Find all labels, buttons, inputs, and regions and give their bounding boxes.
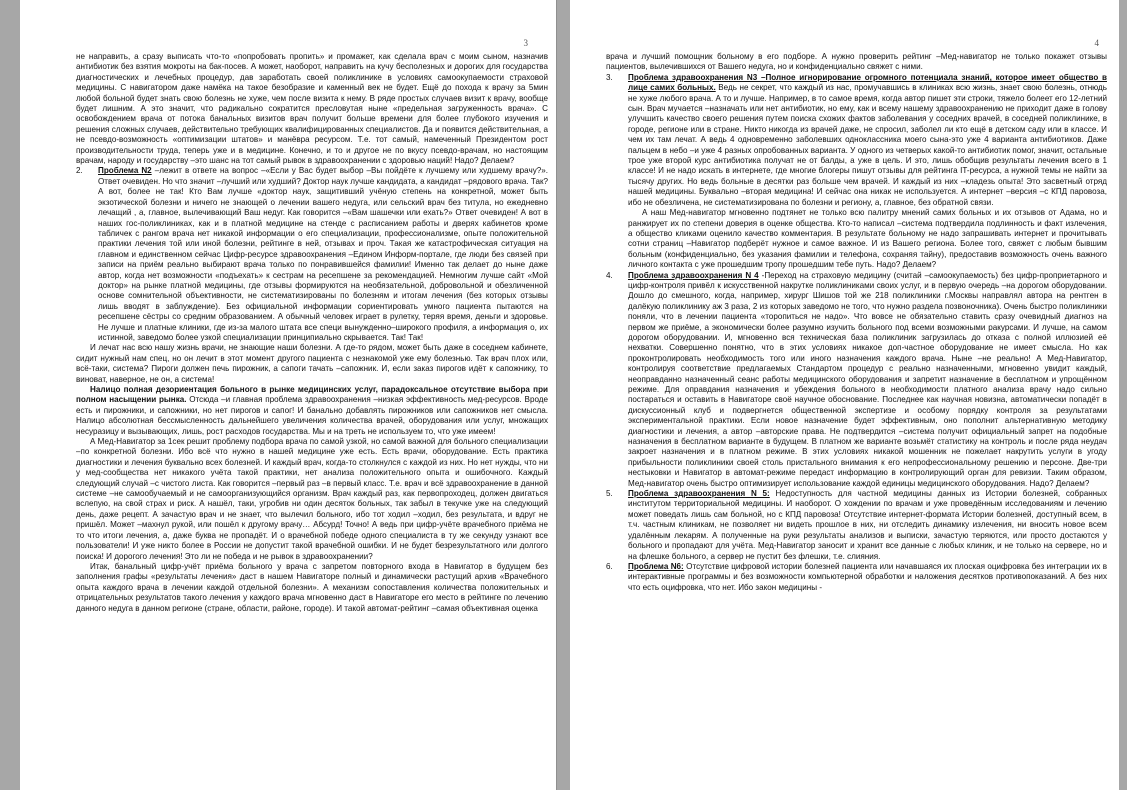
page-body [606,52,1107,593]
bold-lead: Налицо полная дезориентация больного в рынке медицинских услуг, парадоксальное отсутствие выбора при полном насыщении рынка. [76,385,548,405]
paragraph-text: Отсюда –и главная проблема здравоохранения –низкая эффективность мед-ресурсов. Вроде есть и пирожники, и сапожники, но нет пирогов и сапог! И банально добавлять пирожников или сапожников нет смысла. Налицо абсолютная бессмысленность дальнейшего увеличения количества врачей, оборудования или услуг, множащих несуразицу и вызывающих, лишь, рост расходов государства. Мы и на треть не используем то, что уже имеем! [76,395,548,436]
paragraph: А Мед-Навигатор за 1сек решит проблему подбора врача по самой узкой, но самой важной для больного специализации –по конкретной болезни. Ибо всё что нужно в нашей медицине уже есть. Есть врачи, оборудование. Есть практика диагностики и лечения буквально всех болезней. И каждый врач, когда-то столкнулся с каждой из них. Но нет нужды, что ни у мед-сообщества нет никакого учёта такой практики, нет анализа положительного опыта и ошибочного. Каждый следующий случай –с чистого листа. Как говорится –первый раз –в первый класс. Т.е. врач и всё здравоохранение в данной системе –не самообучаемый и не самоорганизующийся организм. Врач каждый раз, как первопроходец, должен двигаться вслепую, на свой страх и риск. А нашёл, таки, угробив ни один десяток больных, так забыл в текучке уже на следующий день, даже рецепт. А зачастую врач и не знает, что вылечил больного, ибо тот ходил –ходил, без результата, и вдруг не пришёл. Может –махнул рукой, или пошёл к другому врачу… Абсурд! Точно! А ведь при цифр-учёте врачебного приёма не то что итоги лечения, а, даже буква не пропадёт. И о врачебной победе одного специалиста в ту же секунду узнают все пользователи! И уже никто более в России не допустит такой врачебной ошибки. И не будет безрезультатного или долгого поиска! И дорогого лечения! Это ли не победа и не рывок в здравоохранении? [76,437,548,561]
paragraph: А наш Мед-навигатор мгновенно подтянет не только всю палитру мнений самих больных и их отзывов от Адама, но и ранжирует их по степени доверия в оценке общества. Кто-то написал –система подтвердила подлинность и факт излечения, а общество кликами оценило качество комментария. В результате больному не надо запрашивать интернет и прочитывать сотни страниц –Навигатор подберёт нужное и самое важное. И из Вашего региона. Более того, свяжет с любым бывшим больным (конфиденциально, без указания фамилии и телефона, сохраняя тайну), предоставив возможность очень важного личного контакта с уже прошедшим тропу прошедшим тебе путь. Надо? Делаем? [628,208,1107,270]
numbered-item [606,489,1107,562]
item-heading: Проблема здравоохранения N 5: [628,489,770,499]
item-heading: Проблема N2 [98,166,152,176]
page-number: 4 [1094,38,1099,48]
numbered-item [76,166,548,343]
numbered-item [606,73,1107,271]
item-number: 3. [606,72,613,82]
page-body [76,52,548,614]
paragraph: не направить, а сразу выписать что-то «попробовать пропить» и промажет, как сделала врач с моим сыном, назначив антибиотик без взятия мокроты на бак-посев. А может, наоборот, направить на кучу бесполезных и дорогих для государства диагностических и лечебных процедур, дав заработать своей поликлинике в условиях самоокупаемости страховой медицины. С навигатором даже намёка на такое безобразие и каменный век не будет. Ещё до похода к врачу за 5мин любой больной будет знать свою болезнь не хуже, чем после визита к нему. В ряде простых случаев визит к врачу, вообще будет лишним. А это значит, что радикально сократится пресловутая ныне «предельная загруженность врача». С освобождением врача от потока банальных визитов врач получит больше времени для более глубокого изучения и решения сложных случаев, действительно требующих квалифицированных специалистов. Да и появится действительная, а не псевдо-возможность «оптимизации штатов» и манёвра ресурсом. Т.е. тот самый, намеченный Президентом рост производительности труда, теперь уже и в медицине. Конечно, и то и другое не по вкусу псевдо-врачам, но настоящим врачам, народу и государству –это шанс на тот самый рывок в здравоохранении с здоровью наций! Надо? Делаем? [76,52,548,166]
item-text: Отсутствие цифровой истории болезней пациента или начавшаяся их плоская оцифровка без интеграции их в интерактивные программы и без возможности компьютерной обработки и наложения десятков противопоказаний. А без них что есть оцифровка, что нет. Ибо закон медицины - [628,561,1108,592]
item-number: 2. [76,166,83,176]
item-number: 4. [606,270,613,280]
paragraph [76,385,548,437]
item-text: -Переход на страховую медицину (считай –самоокупаемость) без цифр-проприетарного и цифр-контроля привёл к искусственной накрутке поликлиниками своих услуг, и в первую очередь –на дорогом оборудовании. Дошло до смешного, когда, например, хирург Шишов той же 218 поликлиники г.Москвы направлял автора на рентген в далёкую поликлинику аж 3 раза, 2 из которых заведомо не того, что нужно раздела позвоночника). Очень быстро поликлиники поняли, что в лечении пациента «торопиться не надо». Что вовсе не обязательно ставить сразу очевидный диагноз на первом же приёме, а экономически более разумно изучить больного под всеми возможными ракурсами. И лучше, на самом дорогом оборудовании. И, мгновенно вся техническая база поликлиник загрузилась до отказа с полной иллюзией её нехватки. Совершенно понятно, что в этих условиях никакое доп-частное оборудование не имеет смысла. Но как проконтролировать необходимость того или иного назначения каждого врача. Ныне –не реально! А Мед-Навигатор, контролируя соответствие предлагаемых Стандартом процедур с реально назначенными, мгновенно увидит каждый, неоправданно назначенный сеанс работы медицинского оборудования и запретит назначение в бесплатном и упрощённом режиме. Для оправдания назначения и убеждения больного в необходимости платного анализа врачу надо сильно постараться и оставить в Навигаторе своё научное обоснование. Последнее как научная новизна, автоматически попадёт в дискуссионный клуб и подвергнется общественной экспертизе и особому порядку контроля за результатами экспериментальной практики. Если новое назначение будет эффективным, оно пополнит альтернативную методику диагностики и лечения, а автор –авторские права. Не подтвердится –система получит официальный запрет на подобные назначения в бесплатном варианте в будущем. В платном же варианте возьмёт статистику на контроль и после ряда неудач закроет назначения и в платном режиме. В этих условиях никакой мошенник не пожелает накрутить услуги в угоду прибыльности поликлиники своей столь пристального внимания к его непрофессиональному решению и персоне. Две-три нестыковки и Навигатор в автомат-режиме передаст информацию в контролирующий орган для ревизии. Таким образом, Мед-навигатор очень быстро оптимизирует использование каждой единицы медицинского оборудования. Надо? Делаем? [628,270,1107,488]
item-number: 5. [606,489,613,499]
page-number: 3 [523,38,528,48]
paragraph: врача и лучший помощник больному в его подборе. А нужно проверить рейтинг –Мед-навигатор не только покажет отзывы пациентов, вылечившихся от Вашего недуга, но и конфиденциально свяжет с ними. [606,52,1107,72]
item-text: –лежит в ответе на вопрос –«Если у Вас будет выбор –Вы пойдёте к лучшему или худшему врачу?». Ответ очевиден. Но что значит –лучший или худший? Доктор наук лучше кандидата, а кандидат –рядового врача. Так? А вот, более не так! Кто Вам лучше «доктор наук, защитивший учёную степень на конкретной, может быть экзотической болезни и ничего не знающей о лечении вашего недуга, или сельский врач без титула, но ежедневно лечащий , а, главное, вылечивающий Ваш недуг. Как говорится –«Вам шашечки или ехать?» Ответ очевиден! А вот в наших гос-поликлиниках, как и в платной медицине на стенде с расписанием работы и дверях кабинетов кроме табличек с рангом врача нет никакой информации о его специализации, профессионализме, опыте положительной практики лечения той или иной болезни, рейтинге в ней, отзывах и проч. Такая же катастрофическая ситуация на главном и единственном сейчас Цифр-ресурсе здравоохранения –Едином Информ-портале, где люди без связей при записи на приём реально выбирают врача только по понравившейся фамилии! Именно так делает до ныне даже автор, когда нет возможности «подъехать» к сестрам на ресепшене за рекомендацией. Немногим лучше сайт «Мой доктор» на рынке платной медицины, где отзывы формируются на необязательной, добровольной и обезличенной основе сомнительной объективности, не систематизированы по болезням и итогам лечения (без которых отзывы лишь вводят в заблуждение). Без официальной информации сориентировать умного пациента пытаются на ресепшене сёстры со средним образованием. А обычный человек играет в рулетку, теряя время, деньги и здоровье. Не лучше и платные клиники, где из-за малого штата все специ вынужденно–широкого профиля, а информация о, их истинной, заведомо более узкой специализации принципиально скрывается. Так! Так! [98,166,548,342]
paragraph: Итак, банальный цифр-учёт приёма больного у врача с запретом повторного входа в Навигатор в будущем без заполнения графы «результаты лечения» даст в нашем Навигаторе полный и динамически растущий архив «Врачебного опыта каждого врача в лечении каждой отдельной болезни». А механизм сопоставления количества положительных и отрицательных результатов такого лечения у каждого врача мгновенно даст в Навигаторе его место в рейтинге по лечению данного недуга в данном регионе (стране, области, районе, городе). И такой автомат-рейтинг –самая объективная оценка [76,561,548,613]
item-heading: Проблема N6: [628,561,684,571]
item-text: Ведь не секрет, что каждый из нас, промучавшись в клиниках всю жизнь, знает свою болезнь, отнюдь не хуже любого врача. А то и лучше. Например, в то самое время, когда автор пишет эти строки, тяжело болеет его 12-летний сын. Врач мучается –назначать или нет антибиотик, но ему, как и всему нашему здравоохранению не приходит даже в голову улучшить качество своего решения путем поиска схожих фактов заболевания у соседних врачей, в соседней поликлинике, в городе, регионе или в стране. Никто никогда из врачей даже, не спросил, заболел ли кто ещё в детском саду или в классе. И чем их там лечат. А ведь 4 одновременно заболевших одноклассника моего сына-это уже 4 варианта антибиотиков. Даже пальцем в небо –и уже 4 разных опробованных варианта. У одного из четверых какой-то антибиотик помог, значит, остальные трое уже второй курс антибиотика получат не от балды, а уже в цель. И это, лишь обобщив результаты лечения всего в 1 классе! И не надо искать в интернете, где многие блогеры пишут отзывы для рейтинга IT-ресурса, а нужной темы не найти за тысячу других. Но ведь больные в десятки раз больше чем врачей. И каждый из них –кладезь опыта! Это засветный отряд нашей медицины. Буквально –вторая медицина! И сейчас она никак не используется. А интернет –версия –с КПД паровоза, ибо не обезличена, не систематизирована по болезни и региону, а, главное, без обратной связи. [628,83,1107,207]
document-page-right [570,0,1119,790]
numbered-item [606,562,1107,593]
document-page-left [20,0,556,790]
item-number: 6. [606,561,613,571]
page-gap [556,0,557,790]
item-heading: Проблема здравоохранения N 4 [628,270,759,280]
paragraph: И лечат нас всю нашу жизнь врачи, не знающие наши болезни. А где-то рядом, может быть даже в соседнем кабинете, сидит нужный нам спец, но он лечит в этот момент другого пациента с незнакомой уже ему болезнью. Так врач плох или, всё-таки, система? Пироги должен печь пирожник, а сапоги тачать –сапожник. И, если заказ пирогов идёт к сапожнику, то виноват, наверное, не он, а система! [76,343,548,384]
item-heading: Проблема здравоохранения N3 –Полное игнорирование огромного потенциала знаний, которое имеет общество в лице самих больных. [628,72,1107,93]
numbered-item [606,271,1107,490]
item-text: Недоступность для частной медицины данных из Истории болезней, собранных институтом территориальной медицины. И наоборот. О хождении по врачам и уже проведённым исследованиям и лечению может поведать лишь сам больной, но с КПД паровоза! Отсутствие интернет-формата Истории болезней, доступный всем, в т.ч. частным клиникам, не позволяет ни видеть прошлое в них, ни отследить динамику излечения, ни вносить новое всем удалённым лекарям. А полученные на руки результаты анализов и выписки, зачастую теряются, или просто достаются у больного и пропадают для учёта. Мед-Навигатор заносит и хранит все данные с любых клиник, и не только на сервере, но и на флешке больного, а сервер не пустит без флешки, т.е. слияния. [628,489,1108,561]
